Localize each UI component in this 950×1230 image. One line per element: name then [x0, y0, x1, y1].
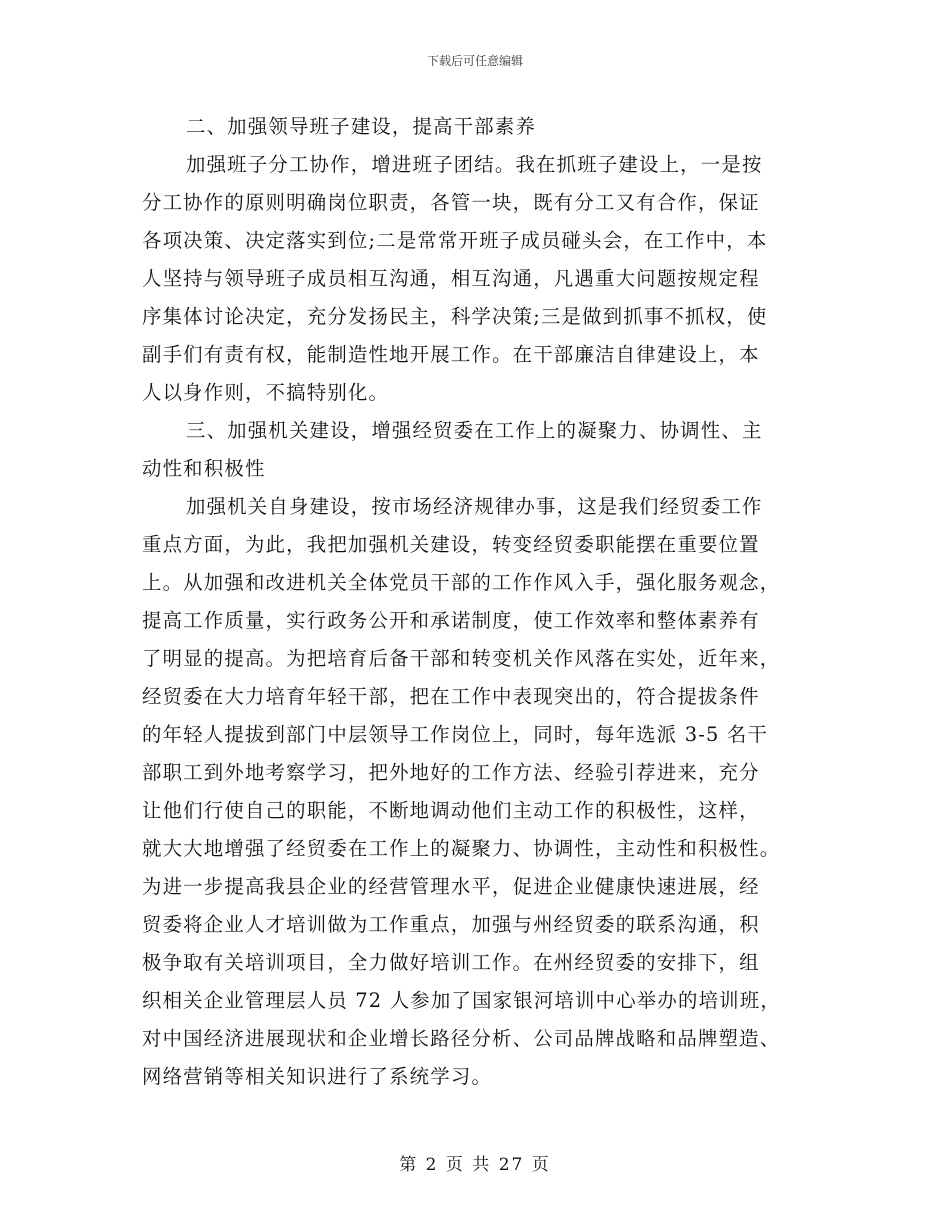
text-line: 三、加强机关建设，增强经贸委在工作上的凝聚力、协调性、主	[186, 419, 763, 442]
text-line: 序集体讨论决定，充分发扬民主，科学决策;三是做到抓事不抓权，使	[142, 305, 768, 328]
text-line: 就大大地增强了经贸委在工作上的凝聚力、协调性，主动性和积极性。	[142, 837, 781, 860]
text-line: 为进一步提高我县企业的经营管理水平，促进企业健康快速进展，经	[142, 875, 760, 898]
text-line: 各项决策、决定落实到位;二是常常开班子成员碰头会，在工作中，本	[142, 229, 768, 252]
text-line: 人坚持与领导班子成员相互沟通，相互沟通，凡遇重大问题按规定程	[142, 267, 760, 290]
text-line: 织相关企业管理层人员 72 人参加了国家银河培训中心举办的培训班，	[142, 989, 781, 1012]
document-body	[142, 108, 802, 1096]
text-line: 极争取有关培训项目，全力做好培训工作。在州经贸委的安排下，组	[142, 951, 760, 974]
text-line: 二、加强领导班子建设，提高干部素养	[186, 115, 537, 138]
text-line: 了明显的提高。为把培育后备干部和转变机关作风落在实处，近年来，	[142, 647, 781, 670]
text-line: 人以身作则，不搞特别化。	[142, 381, 390, 404]
text-line: 动性和积极性	[142, 457, 266, 480]
text-line: 网络营销等相关知识进行了系统学习。	[142, 1065, 493, 1088]
page-header: 下载后可任意编辑	[426, 54, 523, 68]
page-footer: 第 2 页 共 27 页	[399, 1155, 551, 1175]
text-line: 经贸委在大力培育年轻干部，把在工作中表现突出的，符合提拔条件	[142, 685, 760, 708]
text-line: 部职工到外地考察学习，把外地好的工作方法、经验引荐进来，充分	[142, 761, 760, 784]
text-line: 贸委将企业人才培训做为工作重点，加强与州经贸委的联系沟通，积	[142, 913, 760, 936]
text-line: 分工协作的原则明确岗位职责，各管一块，既有分工又有合作，保证	[142, 191, 760, 214]
text-line: 的年轻人提拔到部门中层领导工作岗位上，同时，每年选派 3-5 名干	[142, 723, 769, 746]
text-line: 加强班子分工协作，增进班子团结。我在抓班子建设上，一是按	[186, 153, 763, 176]
text-line: 副手们有责有权，能制造性地开展工作。在干部廉洁自律建设上，本	[142, 343, 760, 366]
text-line: 提高工作质量，实行政务公开和承诺制度，使工作效率和整体素养有	[142, 609, 760, 632]
text-line: 上。从加强和改进机关全体党员干部的工作作风入手，强化服务观念，	[142, 571, 781, 594]
text-line: 对中国经济进展现状和企业增长路径分析、公司品牌战略和品牌塑造、	[142, 1027, 781, 1050]
text-line: 加强机关自身建设，按市场经济规律办事，这是我们经贸委工作	[186, 495, 763, 518]
text-line: 让他们行使自己的职能，不断地调动他们主动工作的积极性，这样，	[142, 799, 760, 822]
text-line: 重点方面，为此，我把加强机关建设，转变经贸委职能摆在重要位置	[142, 533, 760, 556]
